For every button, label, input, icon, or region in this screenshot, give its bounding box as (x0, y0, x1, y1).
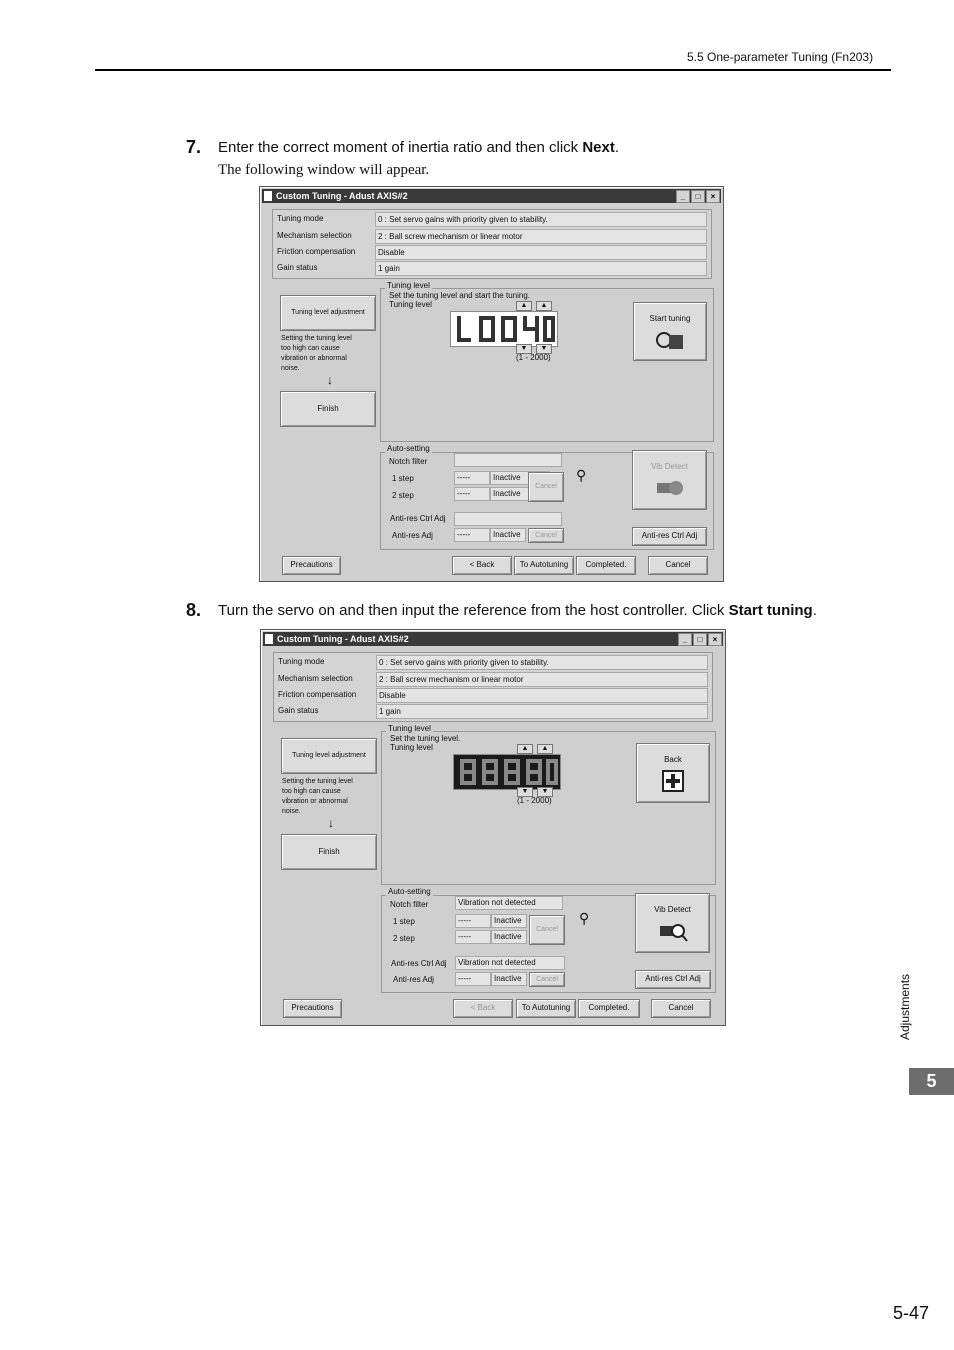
notch-filter-label: Notch filter (389, 457, 428, 466)
info-row (273, 211, 711, 227)
level-down-icon[interactable]: ▼ (536, 344, 552, 354)
cancel-button[interactable]: Cancel (648, 556, 708, 575)
antires-ctrl-label: Anti-res Ctrl Adj (390, 514, 446, 523)
back-button[interactable]: < Back (453, 999, 513, 1018)
antires-ctrl-label: Anti-res Ctrl Adj (391, 959, 447, 968)
vibration-detector-icon (658, 920, 688, 942)
title-bar (263, 632, 723, 646)
warning-line: vibration or abnormal (282, 798, 348, 805)
header-rule (95, 69, 891, 71)
warning-line: noise. (281, 365, 300, 372)
cancel-step-button[interactable]: Cancel (528, 472, 564, 502)
step2-label: 2 step (392, 491, 414, 500)
cancel-button[interactable]: Cancel (651, 999, 711, 1018)
warning-text (282, 777, 353, 817)
info-value: 2 : Ball screw mechanism or linear motor (375, 229, 707, 244)
tuning-level-label: Tuning level (389, 300, 432, 309)
app-icon (265, 634, 273, 644)
app-icon (264, 191, 272, 201)
tuning-level-display (450, 311, 558, 347)
page-number: 5-47 (893, 1303, 930, 1323)
tuning-instruction: Set the tuning level and start the tuning. (389, 291, 530, 300)
antires-adj-value: ----- (454, 528, 490, 542)
maximize-icon[interactable]: □ (691, 190, 705, 203)
settings-summary (272, 209, 712, 279)
back-tuning-label: Back (664, 755, 682, 764)
vib-detect-button[interactable] (632, 450, 707, 510)
step2-value: ----- (455, 930, 491, 944)
vib-detect-button[interactable] (635, 893, 710, 953)
back-button[interactable]: < Back (452, 556, 512, 575)
info-value: 0 : Set servo gains with priority given to stability. (376, 655, 708, 670)
tuning-level-label: Tuning level (390, 743, 433, 752)
info-value: 1 gain (376, 704, 708, 719)
info-row (274, 654, 712, 670)
step2-state: Inactive (491, 930, 527, 944)
level-down-fast-icon[interactable]: ▼ (517, 787, 533, 797)
info-row (273, 244, 711, 260)
back-tuning-button[interactable] (636, 743, 710, 803)
info-value: Disable (375, 245, 707, 260)
cancel-step-button[interactable]: Cancel (529, 915, 565, 945)
info-value: Disable (376, 688, 708, 703)
info-label: Mechanism selection (278, 674, 353, 683)
level-up-icon[interactable]: ▲ (517, 744, 533, 754)
antires-ctrl-status (454, 512, 562, 526)
tuning-instruction: Set the tuning level. (390, 734, 461, 743)
arrow-down-icon: ↓ (327, 373, 333, 387)
custom-tuning-window (259, 186, 724, 582)
step1-state: Inactive (491, 914, 527, 928)
notch-filter-status (454, 453, 562, 467)
warning-line: too high can cause (282, 788, 341, 795)
notch-filter-label: Notch filter (390, 900, 429, 909)
servo-motor-icon (655, 329, 685, 351)
start-tuning-label: Start tuning (649, 314, 691, 323)
settings-summary (273, 652, 713, 722)
antires-adj-label: Anti-res Adj (392, 531, 433, 540)
info-label: Mechanism selection (277, 231, 352, 240)
info-label: Friction compensation (278, 690, 357, 699)
antires-adj-state: Inactive (490, 528, 526, 542)
minimize-icon[interactable]: _ (676, 190, 690, 203)
notch-filter-status: Vibration not detected (455, 896, 563, 910)
antires-adj-state: Inactive (491, 972, 527, 986)
precautions-button[interactable]: Precautions (282, 556, 341, 575)
precautions-button[interactable]: Precautions (283, 999, 342, 1018)
antires-ctrl-status: Vibration not detected (455, 956, 565, 970)
info-label: Tuning mode (278, 657, 325, 666)
antires-ctrl-adj-button[interactable]: Anti-res Ctrl Adj (632, 527, 707, 546)
chapter-side-label: Adjustments (898, 973, 912, 1040)
vib-detect-label: Vib Detect (654, 905, 691, 914)
step1-value: ----- (454, 471, 490, 485)
maximize-icon[interactable]: □ (693, 633, 707, 646)
arrow-down-icon: ↓ (328, 816, 334, 830)
antires-adj-label: Anti-res Adj (393, 975, 434, 984)
antires-ctrl-adj-button[interactable]: Anti-res Ctrl Adj (635, 970, 711, 989)
window-title: Custom Tuning - Adust AXIS#2 (276, 191, 408, 201)
level-range: (1 - 2000) (516, 353, 551, 362)
warning-line: Setting the tuning level (282, 778, 353, 785)
finish-button[interactable]: Finish (281, 834, 377, 870)
vib-detect-label: Vib Detect (651, 462, 688, 471)
info-value: 0 : Set servo gains with priority given to stability. (375, 212, 707, 227)
to-autotuning-button[interactable]: To Autotuning (514, 556, 574, 575)
start-tuning-button[interactable] (633, 302, 707, 361)
chapter-tab: 5 (909, 1068, 954, 1095)
info-label: Gain status (277, 263, 318, 272)
minimize-icon[interactable]: _ (678, 633, 692, 646)
tuning-level-display (453, 754, 561, 790)
warning-line: Setting the tuning level (281, 335, 352, 342)
step-instruction: Enter the correct moment of inertia ratio and then click Next. (218, 139, 620, 156)
title-bar (262, 189, 721, 203)
step2-value: ----- (454, 487, 490, 501)
step1-label: 1 step (393, 917, 415, 926)
tuning-level-group-label: Tuning level (387, 281, 430, 290)
tuning-level-group-label: Tuning level (388, 724, 431, 733)
step-number: 7. (186, 137, 202, 157)
completed-button[interactable]: Completed. (578, 999, 640, 1018)
level-down-fast-icon[interactable]: ▼ (516, 344, 532, 354)
info-label: Gain status (278, 706, 319, 715)
completed-button[interactable]: Completed. (576, 556, 636, 575)
info-value: 1 gain (375, 261, 707, 276)
magnifier-icon: ⚲ (579, 910, 590, 926)
step2-state: Inactive (490, 487, 550, 501)
antires-cancel-button[interactable]: Cancel (528, 528, 564, 543)
close-icon[interactable]: × (706, 190, 720, 203)
step2-label: 2 step (393, 934, 415, 943)
window-title: Custom Tuning - Adust AXIS#2 (277, 634, 409, 644)
antires-adj-value: ----- (455, 972, 491, 986)
auto-setting-group-label: Auto-setting (388, 887, 431, 896)
step1-label: 1 step (392, 474, 414, 483)
tuning-level-adjustment-button[interactable]: Tuning level adjustment (281, 738, 377, 774)
magnifier-icon: ⚲ (576, 467, 587, 483)
level-up-fast-icon[interactable]: ▲ (537, 744, 553, 754)
step-number: 8. (186, 600, 202, 620)
info-label: Friction compensation (277, 247, 356, 256)
info-value: 2 : Ball screw mechanism or linear motor (376, 672, 708, 687)
info-row (274, 703, 712, 719)
info-row (273, 260, 711, 276)
level-up-icon[interactable]: ▲ (516, 301, 532, 311)
antires-cancel-button[interactable]: Cancel (529, 972, 565, 987)
stop-icon (662, 770, 684, 792)
step1-value: ----- (455, 914, 491, 928)
to-autotuning-button[interactable]: To Autotuning (516, 999, 576, 1018)
close-icon[interactable]: × (708, 633, 722, 646)
level-range: (1 - 2000) (517, 796, 552, 805)
level-down-icon[interactable]: ▼ (537, 787, 553, 797)
section-header: 5.5 One-parameter Tuning (Fn203) (687, 50, 874, 64)
vibration-detector-icon (655, 477, 685, 499)
warning-line: too high can cause (281, 345, 340, 352)
auto-setting-group-label: Auto-setting (387, 444, 430, 453)
warning-text (281, 334, 352, 374)
info-label: Tuning mode (277, 214, 324, 223)
step-subtext: The following window will appear. (218, 162, 430, 178)
step1-state: Inactive (490, 471, 550, 485)
step-instruction: Turn the servo on and then input the reference from the host controller. Click Start tuning. (218, 602, 817, 619)
tuning-level-adjustment-button[interactable]: Tuning level adjustment (280, 295, 376, 331)
info-row (273, 228, 711, 244)
level-up-fast-icon[interactable]: ▲ (536, 301, 552, 311)
info-row (274, 671, 712, 687)
warning-line: vibration or abnormal (281, 355, 347, 362)
custom-tuning-window (260, 629, 726, 1026)
info-row (274, 687, 712, 703)
warning-line: noise. (282, 808, 301, 815)
finish-button[interactable]: Finish (280, 391, 376, 427)
